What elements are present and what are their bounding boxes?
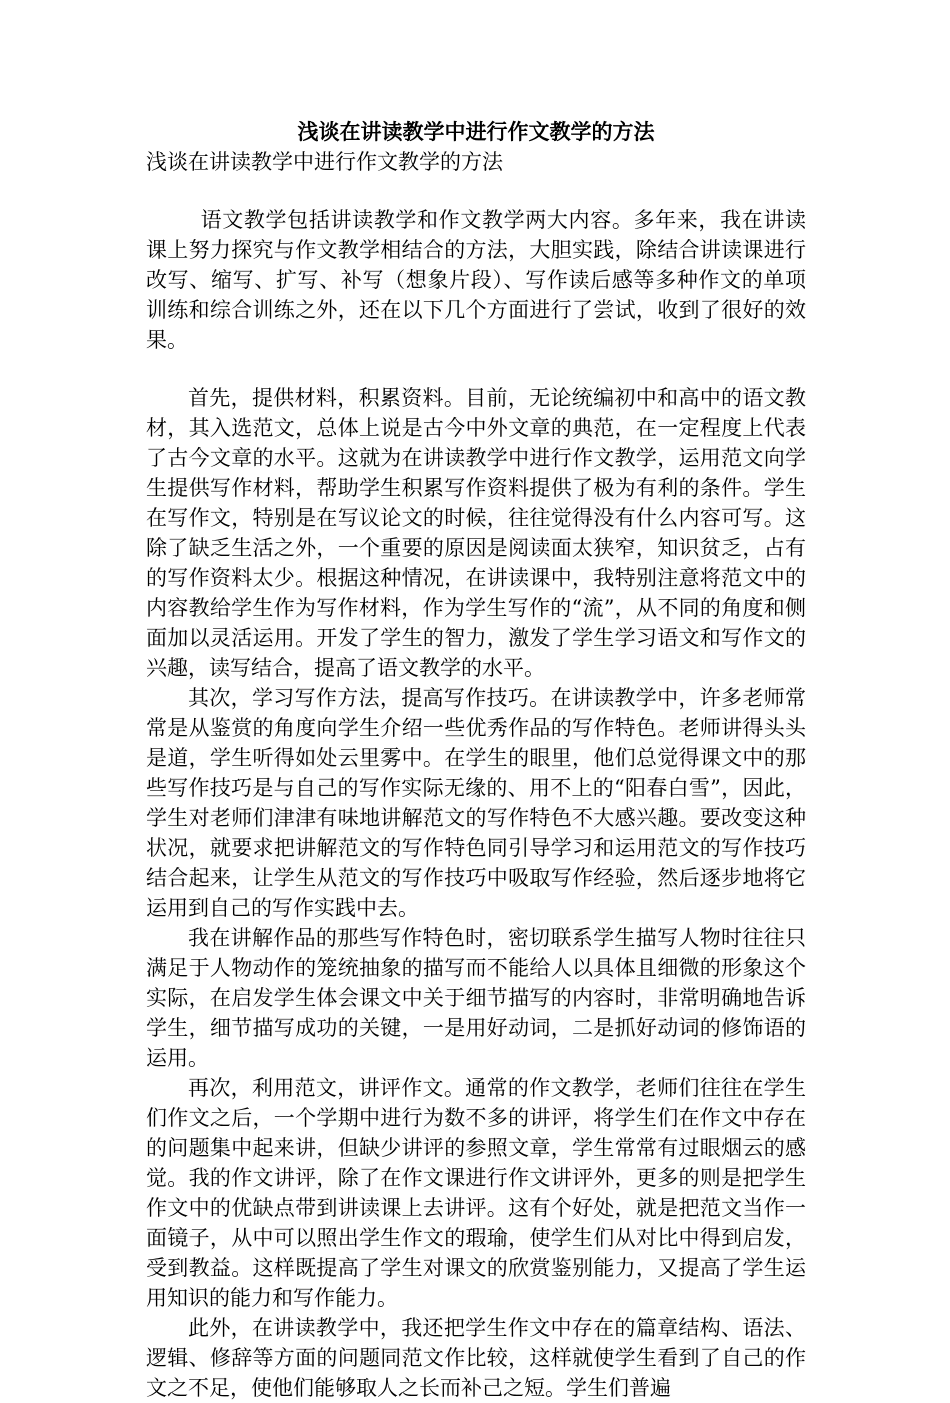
paragraph-intro: 语文教学包括讲读教学和作文教学两大内容。多年来，我在讲读课上努力探究与作文教学相结合的方法，大胆实践，除结合讲读课进行改写、缩写、扩写、补写（想象片段）、写作读后感等多种作文的单项训练和综合训练之外，还在以下几个方面进行了尝试，收到了很好的效果。 [146, 208, 806, 352]
paragraph-gap [146, 355, 806, 383]
paragraph-second-point: 其次，学习写作方法，提高写作技巧。在讲读教学中，许多老师常常是从鉴赏的角度向学生介绍一些优秀作品的写作特色。老师讲得头头是道，学生听得如处云里雾中。在学生的眼里，他们总觉得课文中的那些写作技巧是与自己的写作实际无缘的、用不上的“阳春白雪”，因此，学生对老师们津津有味地讲解范文的写作特色不大感兴趣。要改变这种状况，就要求把讲解范文的写作特色同引导学习和运用范文的写作技巧结合起来，让学生从范文的写作技巧中吸取写作经验，然后逐步地将它运用到自己的写作实践中去。 [146, 686, 806, 920]
document-title: 浅谈在讲读教学中进行作文教学的方法 [297, 119, 655, 144]
paragraph-third-point: 再次，利用范文，讲评作文。通常的作文教学，老师们往往在学生们作文之后，一个学期中进行为数不多的讲评，将学生们在作文中存在的问题集中起来讲，但缺少讲评的参照文章，学生常常有过眼烟云的感觉。我的作文讲评，除了在作文课进行作文讲评外，更多的则是把学生作文中的优缺点带到讲读课上去讲评。这有个好处，就是把范文当作一面镜子，从中可以照出学生作文的瑕瑜，使学生们从对比中得到启发，受到教益。这样既提高了学生对课文的欣赏鉴别能力，又提高了学生运用知识的能力和写作能力。 [146, 1076, 806, 1310]
paragraph-further-point: 此外，在讲读教学中，我还把学生作文中存在的篇章结构、语法、逻辑、修辞等方面的问题同范文作比较，这样就使学生看到了自己的作文之不足，使他们能够取人之长而补己之短。学生们普遍 [146, 1316, 806, 1400]
document-body [146, 117, 806, 1403]
paragraph-first-point: 首先，提供材料，积累资料。目前，无论统编初中和高中的语文教材，其入选范文，总体上说是古今中外文章的典范，在一定程度上代表了古今文章的水平。这就为在讲读教学中进行作文教学，运用范文向学生提供写作材料，帮助学生积累写作资料提供了极为有利的条件。学生在写作文，特别是在写议论文的时候，往往觉得没有什么内容可写。这除了缺乏生活之外，一个重要的原因是阅读面太狭窄，知识贫乏，占有的写作资料太少。根据这种情况，在讲读课中，我特别注意将范文中的内容教给学生作为写作材料，作为学生写作的“流”，从不同的角度和侧面加以灵活运用。开发了学生的智力，激发了学生学习语文和写作文的兴趣，读写结合，提高了语文教学的水平。 [146, 386, 806, 680]
paragraph-example: 我在讲解作品的那些写作特色时，密切联系学生描写人物时往往只满足于人物动作的笼统抽象的描写而不能给人以具体且细微的形象这个实际，在启发学生体会课文中关于细节描写的内容时，非常明确地告诉学生，细节描写成功的关键，一是用好动词，二是抓好动词的修饰语的运用。 [146, 926, 806, 1070]
document-subtitle: 浅谈在讲读教学中进行作文教学的方法 [146, 150, 503, 174]
